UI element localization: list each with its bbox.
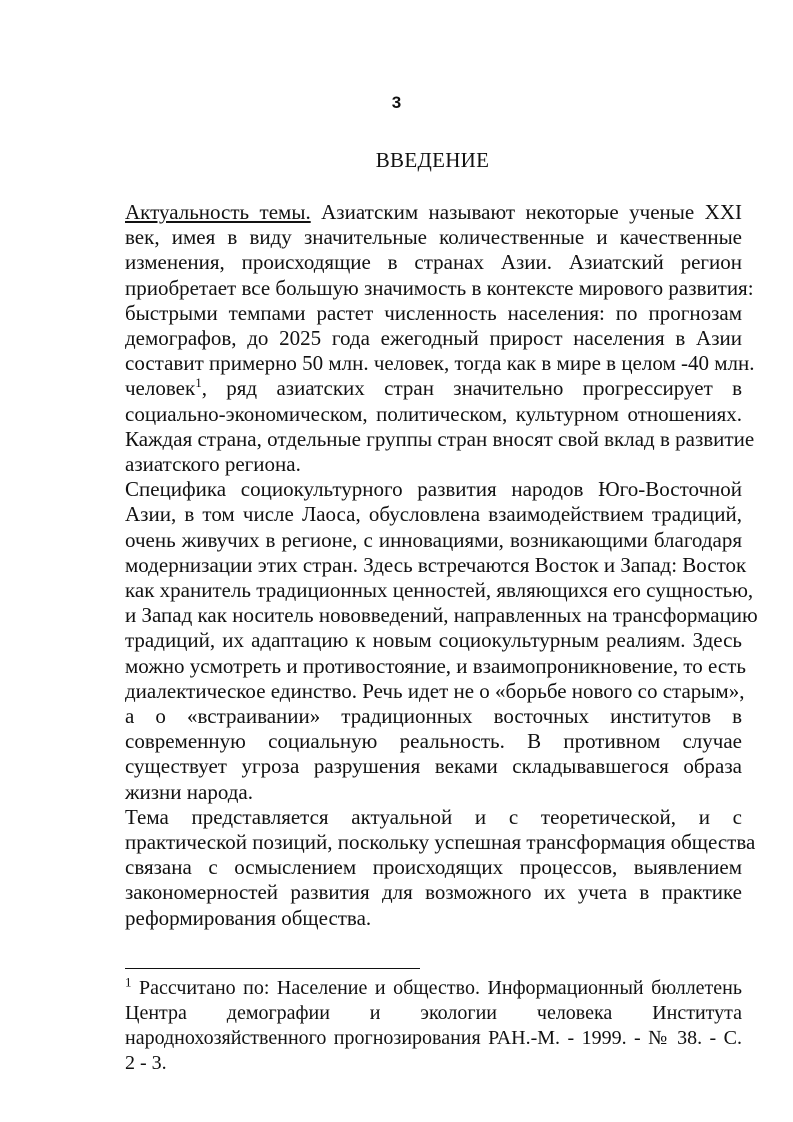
text-line: составит примерно 50 млн. человек, тогда как в мире в целом -40 млн. xyxy=(125,351,755,376)
text-line-fragment: , ряд азиатских стран значительно прогрессирует в xyxy=(201,376,742,401)
footnote-line: народнохозяйственного прогнозирования РАН.-М. - 1999. - № 38. - С. xyxy=(125,1027,742,1049)
text-line: можно усмотреть и противостояние, и взаимопроникновение, то есть xyxy=(125,653,746,678)
footnote-text: Рассчитано по: Население и общество. Информационный бюллетень xyxy=(131,977,742,999)
footnote xyxy=(125,976,742,1076)
text-line: социально-экономическом, политическом, культурном отношениях. xyxy=(125,401,742,426)
text-line: азиатского региона. xyxy=(125,452,301,477)
text-line: Азии, в том числе Лаоса, обусловлена взаимодействием традиций, xyxy=(125,502,742,527)
text-line: современную социальную реальность. В противном случае xyxy=(125,729,742,754)
text-line: век, имея в виду значительные количественные и качественные xyxy=(125,225,742,250)
text-line: демографов, до 2025 года ежегодный прирост населения в Азии xyxy=(125,326,742,351)
text-line: изменения, происходящие в странах Азии. Азиатский регион xyxy=(125,250,742,275)
text-line: быстрыми темпами растет численность населения: по прогнозам xyxy=(125,300,742,325)
text-line: закономерностей развития для возможного их учета в практике xyxy=(125,880,742,905)
text-line: связана с осмыслением происходящих процессов, выявлением xyxy=(125,855,742,880)
footnote-reference[interactable]: 1 xyxy=(195,375,202,391)
text-line: очень живучих в регионе, с инновациями, возникающими благодаря xyxy=(125,527,742,552)
footnote-marker: 1 xyxy=(125,974,132,990)
text-line: приобретает все большую значимость в контексте мирового развития: xyxy=(125,275,754,300)
page-number: 3 xyxy=(391,93,402,112)
text-line: как хранитель традиционных ценностей, являющихся его сущностью, xyxy=(125,578,754,603)
footnote-line xyxy=(125,976,742,1001)
text-line: Каждая страна, отдельные группы стран вносят свой вклад в развитие xyxy=(125,426,755,451)
text-line: Специфика социокультурного развития народов Юго-Восточной xyxy=(125,477,742,502)
text-line xyxy=(125,200,742,225)
footnote-separator xyxy=(125,968,420,969)
text-line: существует угроза разрушения веками складывавшегося образа xyxy=(125,754,742,779)
text-line: диалектическое единство. Речь идет не о «борьбе нового со старым», xyxy=(125,678,745,703)
text-line: модернизации этих стран. Здесь встречаются Восток и Запад: Восток xyxy=(125,552,747,577)
page-title: ВВЕДЕНИЕ xyxy=(375,148,490,172)
text-line: практической позиций, поскольку успешная трансформация общества xyxy=(125,830,756,855)
footnote-line: Центра демографии и экологии человека Института xyxy=(125,1002,742,1024)
text-line: а о «встраивании» традиционных восточных институтов в xyxy=(125,704,742,729)
body-text xyxy=(125,200,758,931)
text-line: традиций, их адаптацию к новым социокультурным реалиям. Здесь xyxy=(125,628,742,653)
footnote-line: 2 - 3. xyxy=(125,1052,167,1074)
section-lead-heading: Актуальность темы. xyxy=(125,200,311,224)
paragraph-specifics xyxy=(125,477,758,805)
text-line xyxy=(125,376,742,401)
text-line: Тема представляется актуальной и с теоретической, и с xyxy=(125,804,742,829)
text-line: реформирования общества. xyxy=(125,905,372,930)
text-line: жизни народа. xyxy=(125,779,253,804)
paragraph-relevance xyxy=(125,200,755,477)
text-line-fragment: Азиатским называют некоторые ученые XXI xyxy=(321,200,742,224)
text-line: и Запад как носитель нововведений, направленных на трансформацию xyxy=(125,603,758,628)
text-line-fragment: человек xyxy=(125,376,196,401)
paragraph-topic xyxy=(125,804,756,931)
